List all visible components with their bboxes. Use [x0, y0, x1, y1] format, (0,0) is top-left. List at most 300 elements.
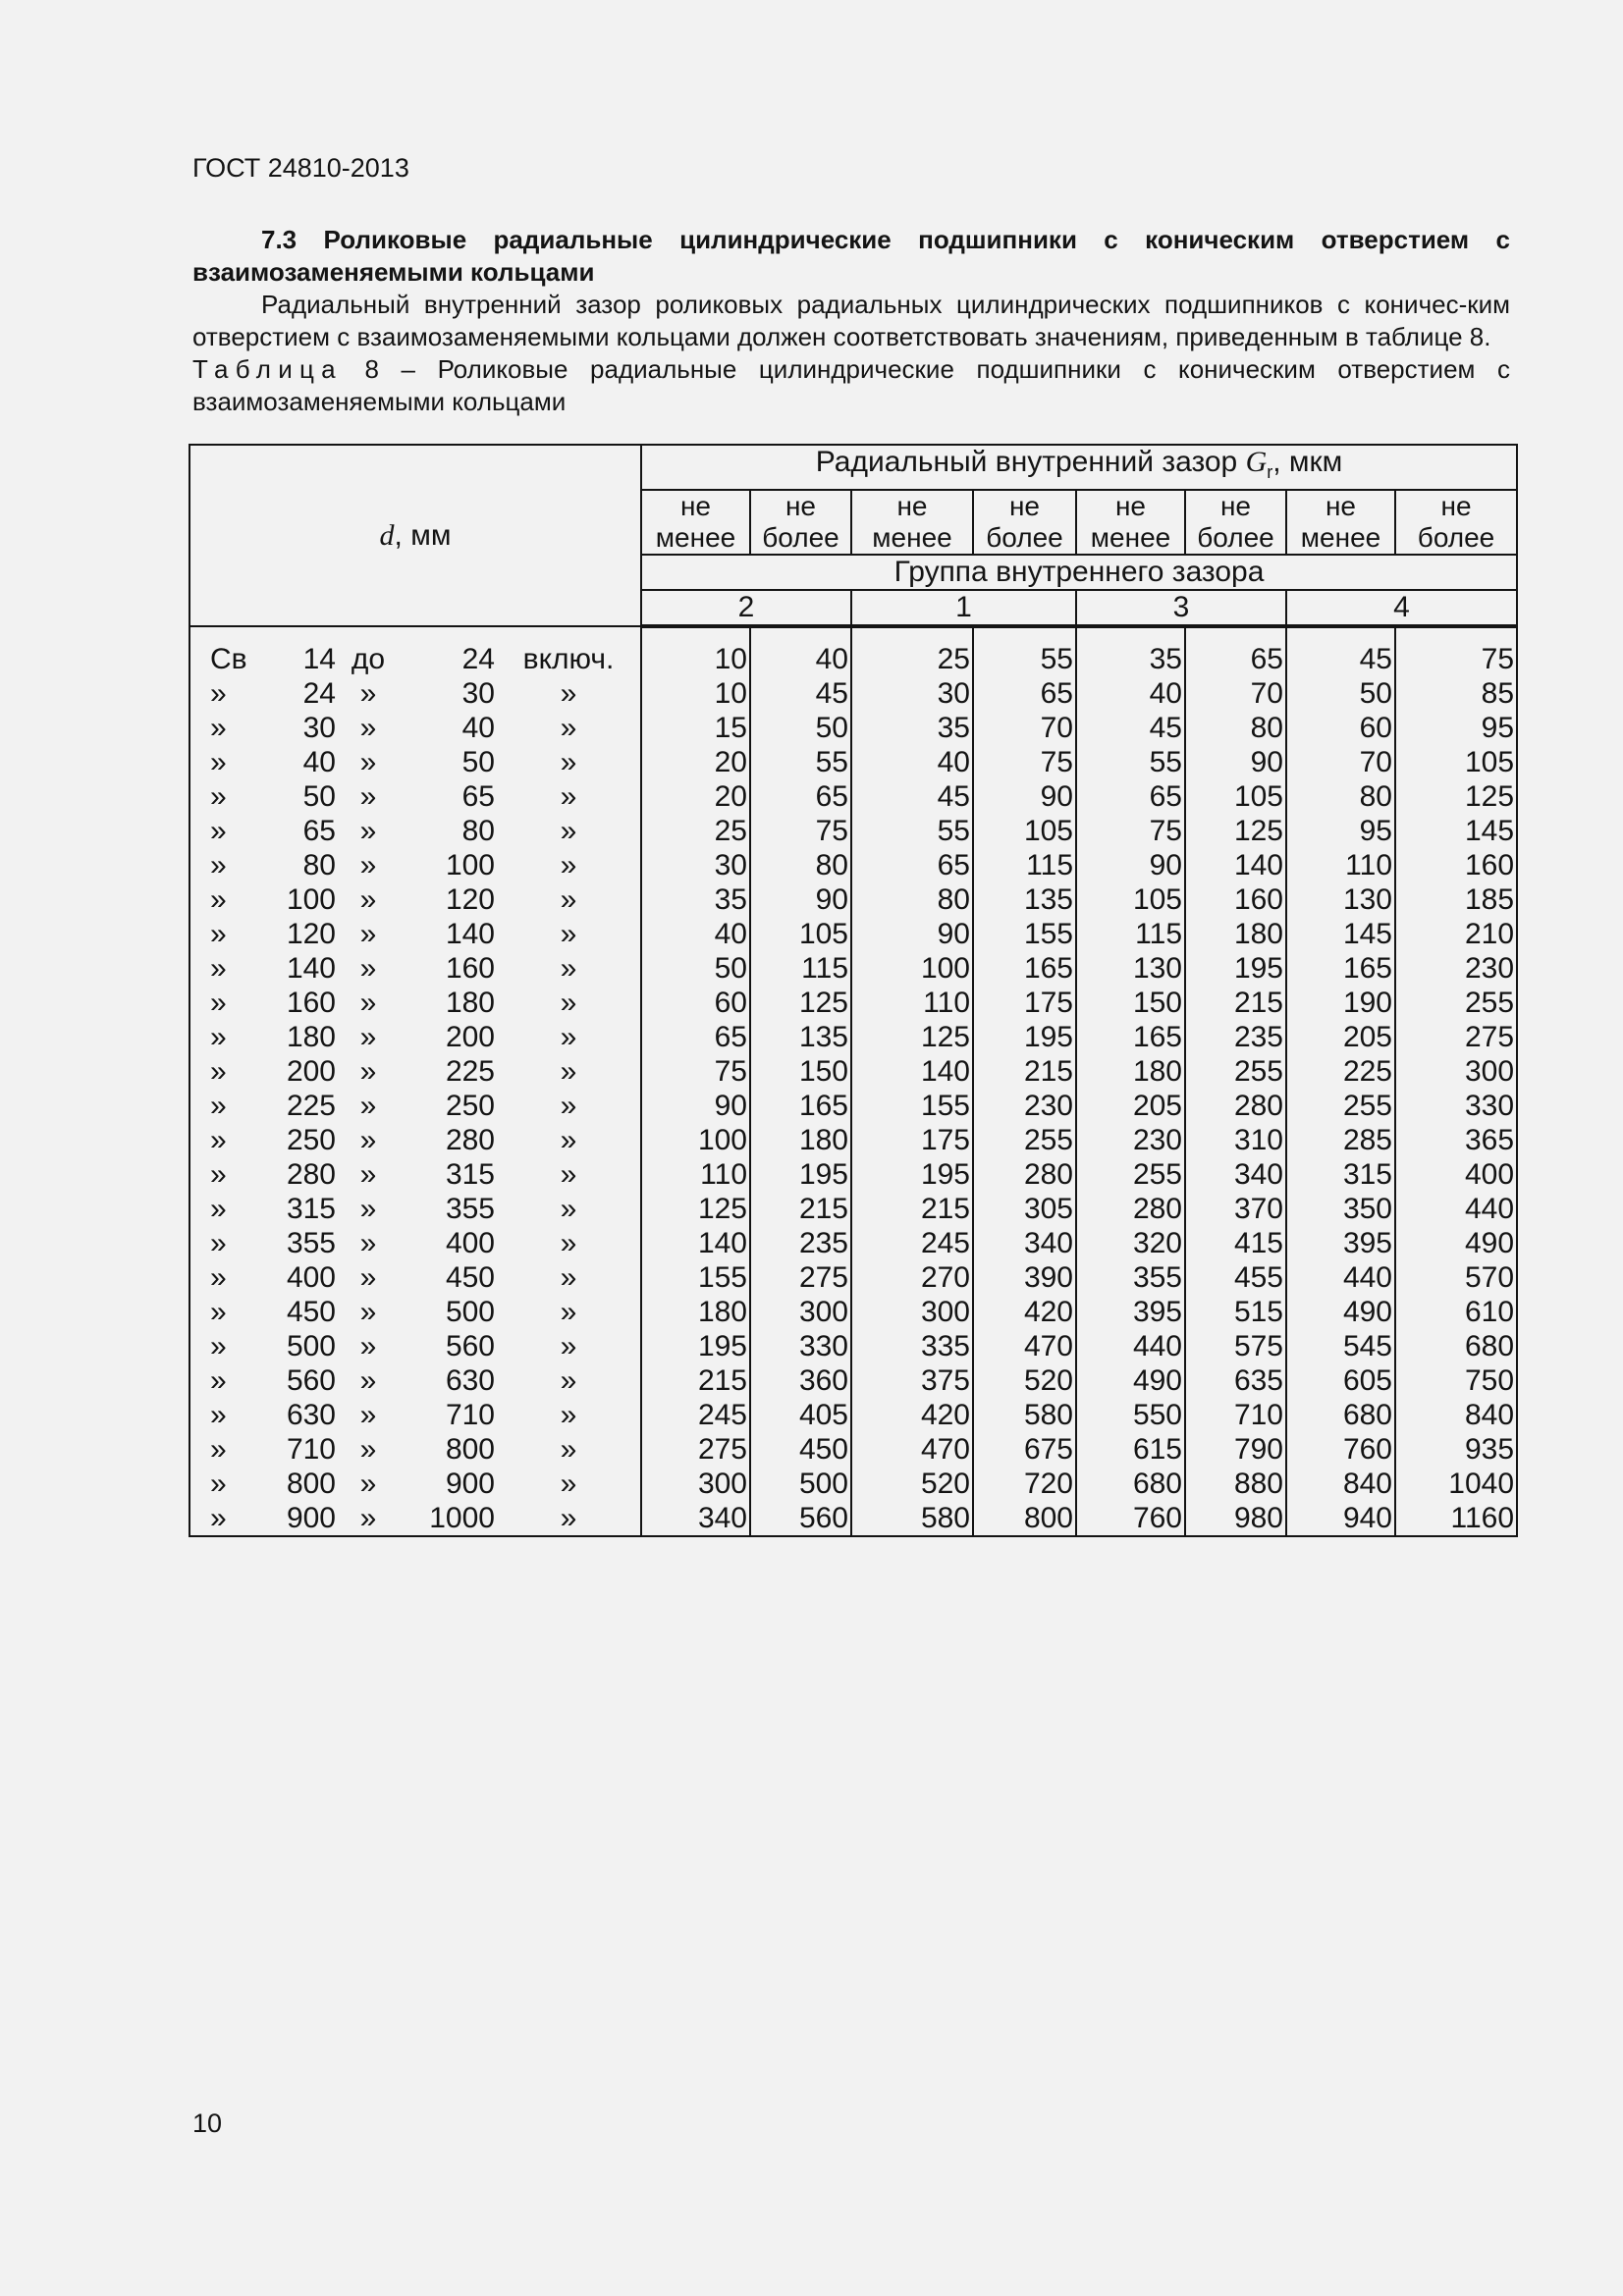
max-clearance-cell: 185: [1395, 882, 1517, 917]
diameter-range: [190, 1260, 640, 1295]
max-clearance-cell: 680: [1395, 1329, 1517, 1363]
table-row: [189, 814, 1517, 848]
min-clearance-cell: 140: [851, 1054, 973, 1089]
range-from: 180: [286, 1021, 336, 1053]
min-clearance-cell: 65: [641, 1020, 750, 1054]
group-label: 3: [1076, 590, 1286, 626]
max-clearance-cell: 720: [973, 1467, 1076, 1501]
section-heading: 7.3 Роликовые радиальные цилиндрические подшипники с коническим отверстием с взаимозаменяемыми кольцами: [192, 225, 1510, 287]
max-clearance-cell: 300: [1395, 1054, 1517, 1089]
diameter-range-cell: [189, 1054, 641, 1089]
max-clearance-cell: 470: [973, 1329, 1076, 1363]
diameter-range: [190, 1020, 640, 1054]
diameter-range-cell: [189, 1329, 641, 1363]
table-row: [189, 1398, 1517, 1432]
min-clearance-cell: 520: [851, 1467, 973, 1501]
group-label: 4: [1286, 590, 1517, 626]
range-connector: »: [359, 883, 377, 916]
min-clearance-cell: 615: [1076, 1432, 1185, 1467]
range-suffix: »: [560, 746, 577, 778]
min-clearance-cell: 205: [1286, 1020, 1395, 1054]
range-prefix: »: [210, 1261, 227, 1294]
range-suffix: »: [560, 1090, 577, 1122]
max-clearance-cell: 280: [973, 1157, 1076, 1192]
min-clearance-cell: 30: [851, 676, 973, 711]
limit-label-line: более: [1417, 522, 1495, 553]
min-clearance-cell: 215: [641, 1363, 750, 1398]
min-clearance-cell: 335: [851, 1329, 973, 1363]
max-clearance-cell: 215: [1185, 986, 1286, 1020]
range-to: 900: [445, 1468, 495, 1500]
min-clearance-cell: 420: [851, 1398, 973, 1432]
range-suffix: »: [560, 1468, 577, 1500]
diameter-range-cell: [189, 1432, 641, 1467]
max-clearance-cell: 95: [1395, 711, 1517, 745]
diameter-range-cell: [189, 1192, 641, 1226]
max-clearance-cell: 45: [750, 676, 851, 711]
min-clearance-cell: 95: [1286, 814, 1395, 848]
range-from: 800: [286, 1468, 336, 1500]
min-clearance-cell: 90: [851, 917, 973, 951]
max-clearance-cell: 560: [750, 1501, 851, 1536]
diameter-range-cell: [189, 711, 641, 745]
clearance-unit: , мкм: [1272, 446, 1343, 478]
max-clearance-cell: 85: [1395, 676, 1517, 711]
max-clearance-cell: 330: [1395, 1089, 1517, 1123]
max-clearance-cell: 150: [750, 1054, 851, 1089]
table-header: [189, 445, 1517, 626]
range-prefix: »: [210, 1502, 227, 1534]
max-clearance-cell: 255: [1395, 986, 1517, 1020]
range-to: 500: [445, 1296, 495, 1328]
max-clearance-cell: 1160: [1395, 1501, 1517, 1536]
range-from: 710: [286, 1433, 336, 1466]
range-suffix: »: [560, 1296, 577, 1328]
range-from: 315: [286, 1193, 336, 1225]
range-to: 30: [461, 677, 495, 710]
max-clearance-cell: 90: [973, 779, 1076, 814]
range-to: 710: [445, 1399, 495, 1431]
max-clearance-cell: 105: [973, 814, 1076, 848]
limit-label-line: менее: [872, 522, 952, 553]
range-to: 120: [445, 883, 495, 916]
range-suffix: »: [560, 1261, 577, 1294]
range-suffix: »: [560, 1364, 577, 1397]
range-prefix: »: [210, 1330, 227, 1362]
min-clearance-cell: 175: [851, 1123, 973, 1157]
min-clearance-cell: 60: [1286, 711, 1395, 745]
range-prefix: »: [210, 677, 227, 710]
range-connector: »: [359, 1330, 377, 1362]
max-clearance-cell: 125: [1185, 814, 1286, 848]
diameter-range-cell: [189, 1226, 641, 1260]
diameter-range-cell: [189, 1501, 641, 1536]
max-clearance-cell: 210: [1395, 917, 1517, 951]
min-clearance-cell: 35: [1076, 642, 1185, 676]
max-clearance-cell: 75: [1395, 642, 1517, 676]
diameter-range: [190, 1089, 640, 1123]
max-clearance-cell: 300: [750, 1295, 851, 1329]
min-clearance-cell: 130: [1076, 951, 1185, 986]
limit-label-line: не: [784, 491, 817, 521]
min-clearance-cell: 50: [641, 951, 750, 986]
max-limit-header: [1185, 490, 1286, 555]
min-clearance-cell: 395: [1286, 1226, 1395, 1260]
max-clearance-cell: 195: [1185, 951, 1286, 986]
min-clearance-cell: 10: [641, 676, 750, 711]
table-row: [189, 1089, 1517, 1123]
table-row: [189, 882, 1517, 917]
range-to: 225: [445, 1055, 495, 1088]
range-connector: »: [359, 1296, 377, 1328]
max-clearance-cell: 195: [973, 1020, 1076, 1054]
min-clearance-cell: 105: [1076, 882, 1185, 917]
table-caption-text: 8 – Роликовые радиальные цилиндрические подшипники с коническим отверстием с взаимозаменяемыми кольцами: [192, 354, 1510, 416]
min-clearance-cell: 155: [641, 1260, 750, 1295]
table-row: [189, 1123, 1517, 1157]
min-clearance-cell: 50: [1286, 676, 1395, 711]
table-row: [189, 642, 1517, 676]
range-suffix: »: [560, 1502, 577, 1534]
min-clearance-cell: 340: [641, 1501, 750, 1536]
min-clearance-cell: 215: [851, 1192, 973, 1226]
clearance-symbol: G: [1245, 446, 1268, 478]
min-clearance-cell: 100: [641, 1123, 750, 1157]
max-clearance-cell: 90: [750, 882, 851, 917]
max-clearance-cell: 570: [1395, 1260, 1517, 1295]
min-clearance-cell: 80: [851, 882, 973, 917]
max-clearance-cell: 635: [1185, 1363, 1286, 1398]
range-from: 80: [302, 849, 336, 881]
min-clearance-cell: 375: [851, 1363, 973, 1398]
range-prefix: »: [210, 712, 227, 744]
max-clearance-cell: 155: [973, 917, 1076, 951]
min-clearance-cell: 40: [851, 745, 973, 779]
max-clearance-cell: 70: [973, 711, 1076, 745]
diameter-range-cell: [189, 745, 641, 779]
range-from: 65: [302, 815, 336, 847]
max-clearance-cell: 440: [1395, 1192, 1517, 1226]
limit-label-line: не: [679, 491, 712, 521]
min-clearance-cell: 275: [641, 1432, 750, 1467]
min-clearance-cell: 25: [641, 814, 750, 848]
max-clearance-cell: 415: [1185, 1226, 1286, 1260]
limit-label-line: не: [1008, 491, 1041, 521]
max-clearance-cell: 160: [1395, 848, 1517, 882]
max-clearance-cell: 275: [750, 1260, 851, 1295]
table-caption-label: Таблица: [192, 354, 343, 384]
range-suffix: »: [560, 1399, 577, 1431]
range-suffix: »: [560, 849, 577, 881]
min-clearance-cell: 255: [1286, 1089, 1395, 1123]
limit-label-line: более: [986, 522, 1063, 553]
range-connector: »: [359, 1227, 377, 1259]
range-prefix: »: [210, 815, 227, 847]
diameter-range-cell: [189, 1123, 641, 1157]
max-clearance-cell: 180: [1185, 917, 1286, 951]
max-clearance-cell: 840: [1395, 1398, 1517, 1432]
group-label: 2: [641, 590, 851, 626]
max-clearance-cell: 420: [973, 1295, 1076, 1329]
range-from: 450: [286, 1296, 336, 1328]
limit-label-line: не: [1219, 491, 1252, 521]
min-clearance-cell: 115: [1076, 917, 1185, 951]
range-to: 1000: [429, 1502, 495, 1534]
range-connector: »: [359, 780, 377, 813]
max-clearance-cell: 500: [750, 1467, 851, 1501]
max-clearance-cell: 175: [973, 986, 1076, 1020]
range-suffix: »: [560, 883, 577, 916]
max-clearance-cell: 880: [1185, 1467, 1286, 1501]
range-from: 250: [286, 1124, 336, 1156]
diameter-range: [190, 1467, 640, 1501]
min-clearance-cell: 490: [1286, 1295, 1395, 1329]
max-clearance-cell: 235: [750, 1226, 851, 1260]
diameter-range: [190, 1054, 640, 1089]
diameter-range-cell: [189, 642, 641, 676]
range-prefix: »: [210, 1468, 227, 1500]
min-clearance-cell: 130: [1286, 882, 1395, 917]
max-clearance-cell: 980: [1185, 1501, 1286, 1536]
max-clearance-cell: 235: [1185, 1020, 1286, 1054]
range-connector: »: [359, 1261, 377, 1294]
clearance-header: [641, 445, 1517, 490]
max-clearance-cell: 275: [1395, 1020, 1517, 1054]
max-clearance-cell: 50: [750, 711, 851, 745]
min-clearance-cell: 30: [641, 848, 750, 882]
range-to: 50: [461, 746, 495, 778]
max-clearance-cell: 140: [1185, 848, 1286, 882]
diameter-range-cell: [189, 1157, 641, 1192]
range-connector: »: [359, 815, 377, 847]
diameter-range-cell: [189, 814, 641, 848]
diameter-range: [190, 779, 640, 814]
min-clearance-cell: 145: [1286, 917, 1395, 951]
range-to: 140: [445, 918, 495, 950]
range-connector: »: [359, 1468, 377, 1500]
diameter-range: [190, 1363, 640, 1398]
max-clearance-cell: 180: [750, 1123, 851, 1157]
diameter-symbol: d: [379, 518, 395, 552]
range-to: 160: [445, 952, 495, 985]
min-clearance-cell: 20: [641, 779, 750, 814]
max-clearance-cell: 450: [750, 1432, 851, 1467]
limit-label-line: менее: [1090, 522, 1171, 553]
table-row: [189, 711, 1517, 745]
limit-label-line: не: [1325, 491, 1357, 521]
range-from: 200: [286, 1055, 336, 1088]
range-to: 180: [445, 987, 495, 1019]
limit-label-line: не: [1114, 491, 1147, 521]
range-from: 120: [286, 918, 336, 950]
max-clearance-cell: 370: [1185, 1192, 1286, 1226]
max-clearance-cell: 1040: [1395, 1467, 1517, 1501]
document-header: ГОСТ 24810-2013: [192, 153, 409, 183]
diameter-range: [190, 1226, 640, 1260]
range-from: 140: [286, 952, 336, 985]
min-clearance-cell: 140: [641, 1226, 750, 1260]
diameter-range-cell: [189, 882, 641, 917]
min-clearance-cell: 110: [851, 986, 973, 1020]
range-to: 315: [445, 1158, 495, 1191]
range-connector: »: [359, 918, 377, 950]
max-limit-header: [750, 490, 851, 555]
range-connector: »: [359, 849, 377, 881]
min-clearance-cell: 355: [1076, 1260, 1185, 1295]
diameter-range-cell: [189, 779, 641, 814]
max-clearance-cell: 105: [750, 917, 851, 951]
min-clearance-cell: 315: [1286, 1157, 1395, 1192]
range-prefix: Св: [210, 643, 247, 675]
table-row: [189, 1192, 1517, 1226]
diameter-range: [190, 676, 640, 711]
min-limit-header: [1286, 490, 1395, 555]
range-suffix: »: [560, 918, 577, 950]
range-suffix: »: [560, 1124, 577, 1156]
min-clearance-cell: 180: [1076, 1054, 1185, 1089]
range-prefix: »: [210, 987, 227, 1019]
range-prefix: »: [210, 1055, 227, 1088]
min-clearance-cell: 395: [1076, 1295, 1185, 1329]
max-clearance-cell: 400: [1395, 1157, 1517, 1192]
range-prefix: »: [210, 1124, 227, 1156]
max-clearance-cell: 145: [1395, 814, 1517, 848]
diameter-range: [190, 848, 640, 882]
range-prefix: »: [210, 1021, 227, 1053]
range-prefix: »: [210, 849, 227, 881]
range-connector: до: [351, 643, 386, 675]
range-connector: »: [359, 1502, 377, 1534]
page-number: 10: [192, 2109, 223, 2138]
range-to: 630: [445, 1364, 495, 1397]
range-to: 280: [445, 1124, 495, 1156]
min-clearance-cell: 90: [641, 1089, 750, 1123]
range-to: 450: [445, 1261, 495, 1294]
range-to: 80: [461, 815, 495, 847]
min-clearance-cell: 110: [641, 1157, 750, 1192]
max-clearance-cell: 230: [1395, 951, 1517, 986]
min-clearance-cell: 55: [1076, 745, 1185, 779]
range-to: 355: [445, 1193, 495, 1225]
min-clearance-cell: 45: [1076, 711, 1185, 745]
range-to: 560: [445, 1330, 495, 1362]
range-to: 800: [445, 1433, 495, 1466]
max-clearance-cell: 255: [973, 1123, 1076, 1157]
diameter-range-cell: [189, 1089, 641, 1123]
min-clearance-cell: 230: [1076, 1123, 1185, 1157]
limit-label-line: менее: [1300, 522, 1381, 553]
limit-label-line: более: [762, 522, 839, 553]
max-clearance-cell: 70: [1185, 676, 1286, 711]
min-clearance-cell: 440: [1286, 1260, 1395, 1295]
max-clearance-cell: 255: [1185, 1054, 1286, 1089]
max-clearance-cell: 165: [973, 951, 1076, 986]
diameter-unit: , мм: [394, 518, 452, 552]
table-row: [189, 1329, 1517, 1363]
max-clearance-cell: 280: [1185, 1089, 1286, 1123]
range-connector: »: [359, 677, 377, 710]
range-prefix: »: [210, 918, 227, 950]
range-connector: »: [359, 1021, 377, 1053]
max-clearance-cell: 160: [1185, 882, 1286, 917]
range-from: 630: [286, 1399, 336, 1431]
max-clearance-cell: 125: [750, 986, 851, 1020]
range-prefix: »: [210, 952, 227, 985]
max-clearance-cell: 675: [973, 1432, 1076, 1467]
max-clearance-cell: 55: [750, 745, 851, 779]
table-row: [189, 1020, 1517, 1054]
max-clearance-cell: 360: [750, 1363, 851, 1398]
max-clearance-cell: 75: [750, 814, 851, 848]
range-suffix: »: [560, 1227, 577, 1259]
range-from: 100: [286, 883, 336, 916]
max-clearance-cell: 65: [1185, 642, 1286, 676]
range-suffix: »: [560, 677, 577, 710]
range-to: 200: [445, 1021, 495, 1053]
max-clearance-cell: 800: [973, 1501, 1076, 1536]
max-clearance-cell: 790: [1185, 1432, 1286, 1467]
min-clearance-cell: 285: [1286, 1123, 1395, 1157]
clearance-table: [189, 444, 1518, 1537]
range-prefix: »: [210, 1296, 227, 1328]
range-prefix: »: [210, 883, 227, 916]
min-clearance-cell: 165: [1286, 951, 1395, 986]
max-clearance-cell: 515: [1185, 1295, 1286, 1329]
max-clearance-cell: 75: [973, 745, 1076, 779]
min-clearance-cell: 195: [851, 1157, 973, 1192]
range-connector: »: [359, 1433, 377, 1466]
range-prefix: »: [210, 1090, 227, 1122]
range-suffix: »: [560, 815, 577, 847]
min-clearance-cell: 550: [1076, 1398, 1185, 1432]
max-clearance-cell: 90: [1185, 745, 1286, 779]
range-to: 40: [461, 712, 495, 744]
table-row: [189, 986, 1517, 1020]
min-clearance-cell: 350: [1286, 1192, 1395, 1226]
max-clearance-cell: 490: [1395, 1226, 1517, 1260]
max-clearance-cell: 195: [750, 1157, 851, 1192]
min-clearance-cell: 45: [1286, 642, 1395, 676]
range-connector: »: [359, 1090, 377, 1122]
limit-label-line: более: [1197, 522, 1274, 553]
max-clearance-cell: 105: [1395, 745, 1517, 779]
min-clearance-cell: 440: [1076, 1329, 1185, 1363]
diameter-range: [190, 1329, 640, 1363]
diameter-range: [190, 745, 640, 779]
min-clearance-cell: 70: [1286, 745, 1395, 779]
range-from: 400: [286, 1261, 336, 1294]
min-clearance-cell: 20: [641, 745, 750, 779]
max-clearance-cell: 115: [750, 951, 851, 986]
min-clearance-cell: 45: [851, 779, 973, 814]
min-clearance-cell: 90: [1076, 848, 1185, 882]
range-suffix: »: [560, 1433, 577, 1466]
min-clearance-cell: 150: [1076, 986, 1185, 1020]
max-clearance-cell: 105: [1185, 779, 1286, 814]
limit-label-line: не: [896, 491, 928, 521]
table-row: [189, 1501, 1517, 1536]
range-from: 355: [286, 1227, 336, 1259]
max-clearance-cell: 405: [750, 1398, 851, 1432]
min-clearance-cell: 300: [641, 1467, 750, 1501]
min-clearance-cell: 940: [1286, 1501, 1395, 1536]
min-clearance-cell: 110: [1286, 848, 1395, 882]
min-clearance-cell: 490: [1076, 1363, 1185, 1398]
min-clearance-cell: 245: [641, 1398, 750, 1432]
range-suffix: »: [560, 1330, 577, 1362]
range-to: 100: [445, 849, 495, 881]
min-clearance-cell: 155: [851, 1089, 973, 1123]
